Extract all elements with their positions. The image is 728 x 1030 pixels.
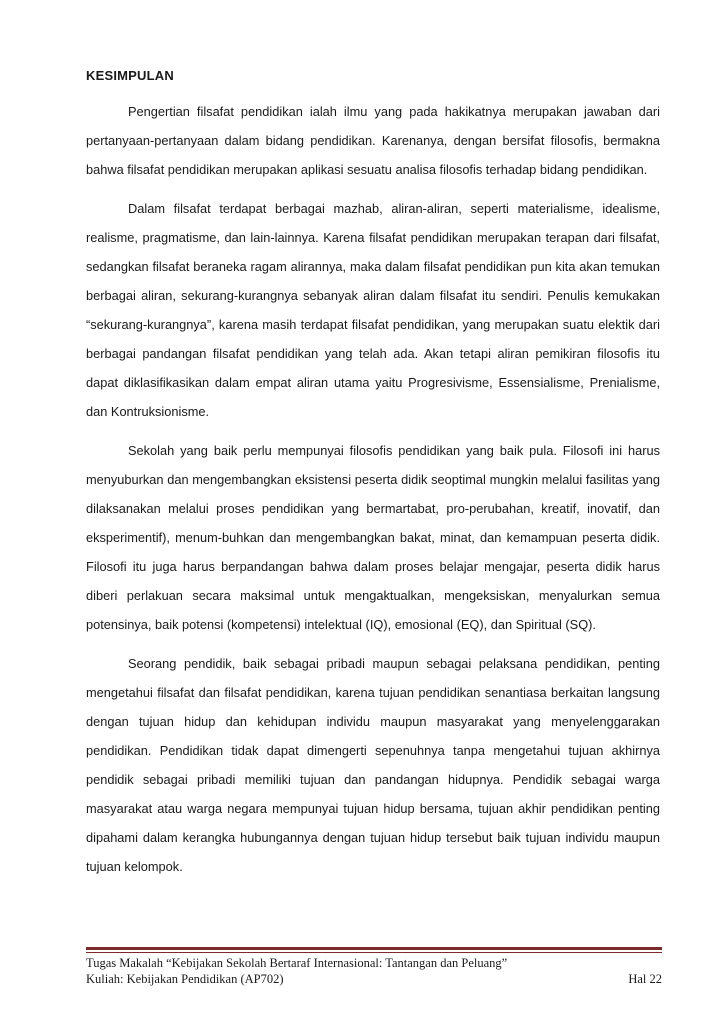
body-text	[86, 97, 660, 881]
footer-course-info: Kuliah: Kebijakan Pendidikan (AP702)	[86, 972, 284, 986]
paragraph-4: Seorang pendidik, baik sebagai pribadi maupun sebagai pelaksana pendidikan, penting mengetahui filsafat dan filsafat pendidikan, karena tujuan pendidikan senantiasa berkaitan langsung dengan tujuan hidup dan kehidupan individu maupun masyarakat yang menyelenggarakan pendidikan. Pendidikan tidak dapat dimengerti sepenuhnya tanpa mengetahui tujuan akhirnya pendidik sebagai pribadi memiliki tujuan dan pandangan hidupnya. Pendidik sebagai warga masyarakat atau warga negara mempunyai tujuan hidup bersama, tujuan akhir pendidikan penting dipahami dalam kerangka hubungannya dengan tujuan hidup tersebut baik tujuan individu maupun tujuan kelompok.	[86, 656, 660, 874]
footer-course-title: Tugas Makalah “Kebijakan Sekolah Bertaraf Internasional: Tantangan dan Peluang”	[86, 956, 508, 970]
page-footer	[86, 955, 662, 987]
footer-divider-thin	[86, 952, 662, 953]
section-heading: KESIMPULAN	[86, 68, 174, 83]
paragraph-2: Dalam filsafat terdapat berbagai mazhab, aliran-aliran, seperti materialisme, idealisme, realisme, pragmatisme, dan lain-lainnya. Karena filsafat pendidikan merupakan terapan dari filsafat, sedangkan filsafat beraneka ragam alirannya, maka dalam filsafat pendidikan pun kita akan temukan berbagai aliran, sekurang-kurangnya sebanyak aliran dalam filsafat itu sendiri. Penulis kemukakan “sekurang-kurangnya”, karena masih terdapat filsafat pendidikan, yang merupakan suatu elektik dari berbagai pandangan filsafat pendidikan yang telah ada. Akan tetapi aliran pemikiran filosofis itu dapat diklasifikasikan dalam empat aliran utama yaitu Progresivisme, Essensialisme, Prenialisme, dan Kontruksionisme.	[86, 201, 660, 419]
page-number: Hal 22	[628, 972, 662, 986]
paragraph-1: Pengertian filsafat pendidikan ialah ilmu yang pada hakikatnya merupakan jawaban dari pertanyaan-pertanyaan dalam bidang pendidikan. Karenanya, dengan bersifat filosofis, bermakna bahwa filsafat pendidikan merupakan aplikasi sesuatu analisa filosofis terhadap bidang pendidikan.	[86, 104, 660, 177]
footer-divider-thick	[86, 947, 662, 950]
paragraph-3: Sekolah yang baik perlu mempunyai filosofis pendidikan yang baik pula. Filosofi ini harus menyuburkan dan mengembangkan eksistensi peserta didik seoptimal mungkin melalui fasilitas yang dilaksanakan melalui proses pendidikan yang bermartabat, pro-perubahan, kreatif, inovatif, dan eksperimentif), menum-buhkan dan mengembangkan bakat, minat, dan kemampuan peserta didik. Filosofi itu juga harus berpandangan bahwa dalam proses belajar mengajar, peserta didik harus diberi perlakuan secara maksimal untuk mengaktualkan, mengeksiskan, menyalurkan semua potensinya, baik potensi (kompetensi) intelektual (IQ), emosional (EQ), dan Spiritual (SQ).	[86, 443, 660, 632]
